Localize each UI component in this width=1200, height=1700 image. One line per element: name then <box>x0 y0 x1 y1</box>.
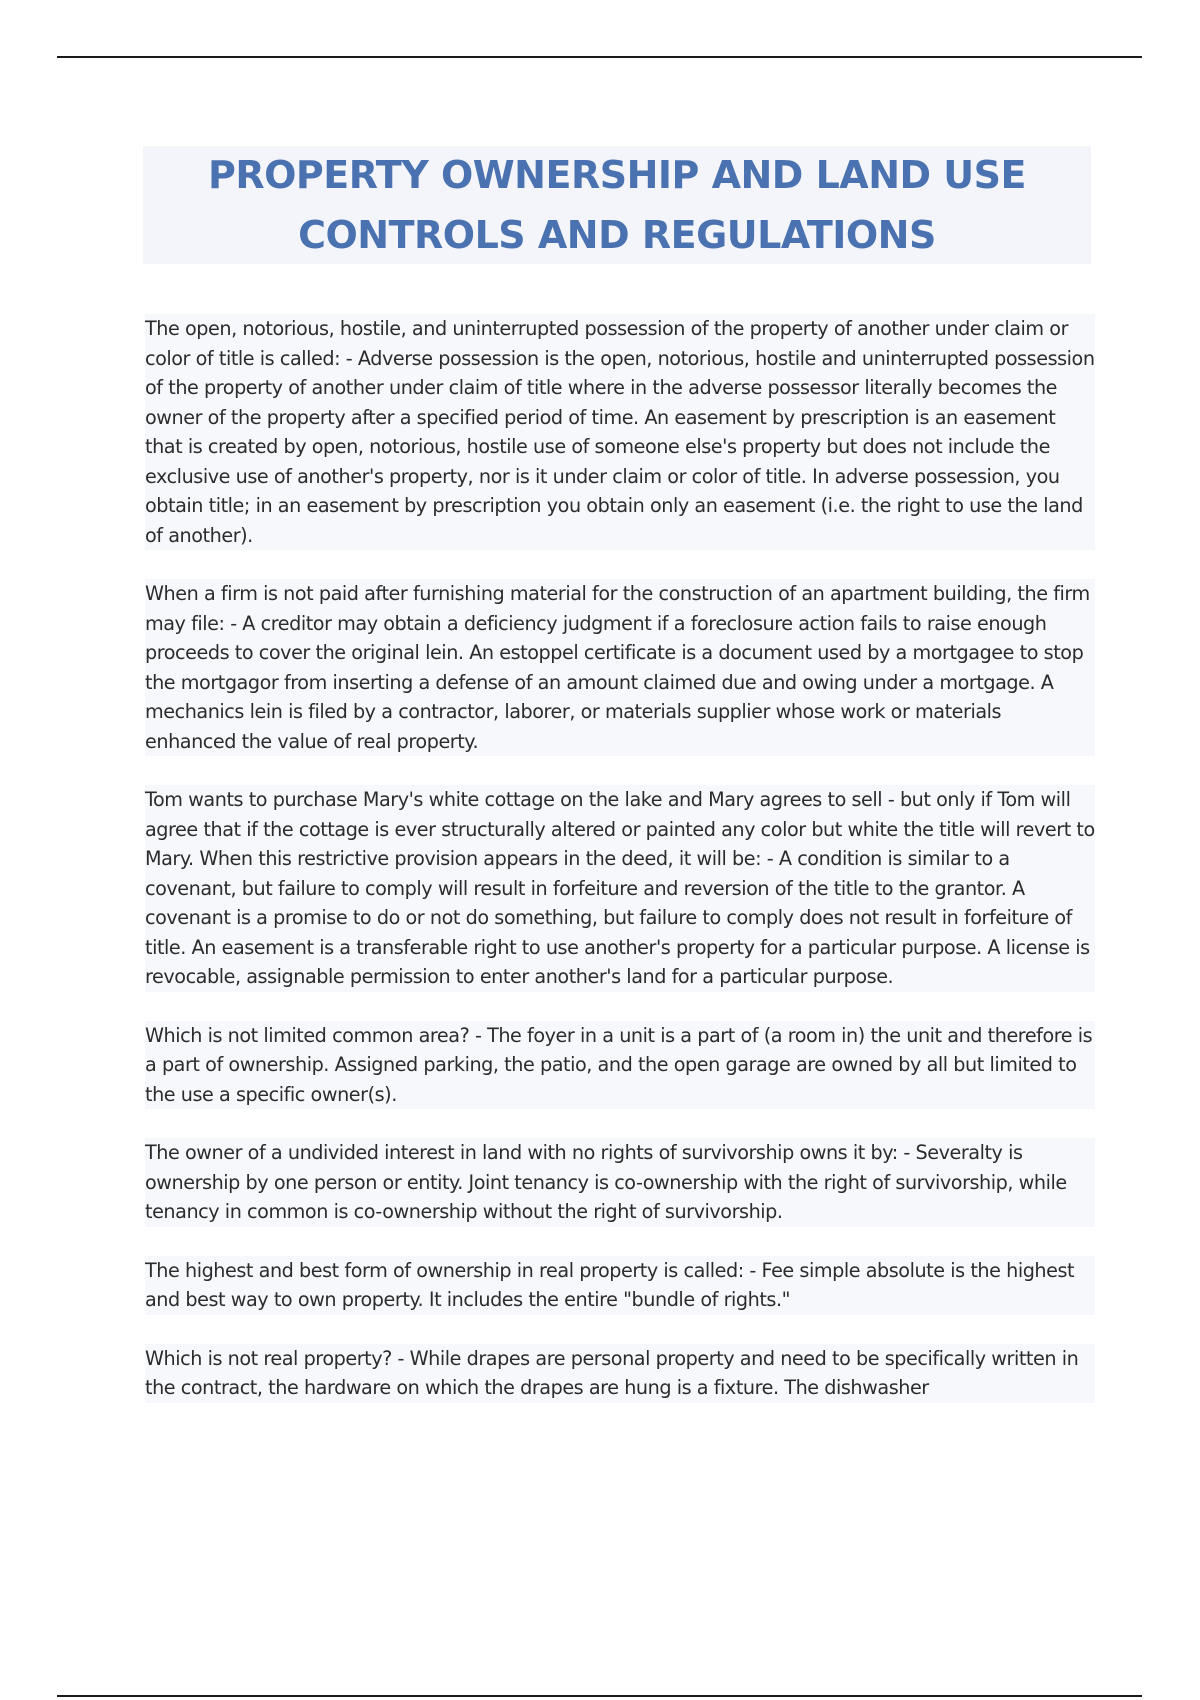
footer-rule <box>57 1695 1142 1697</box>
paragraph-mechanics-lien: When a firm is not paid after furnishing material for the construction of an apartment building, the firm may file: - A creditor may obtain a deficiency judgment if a foreclosure action fails to raise enough proceeds to cover the original lein. An estoppel certificate is a document used by a mortgagee to stop the mortgagor from inserting a defense of an amount claimed due and owing under a mortgage. A mechanics lein is filed by a contractor, laborer, or materials supplier whose work or materials enhanced the value of real property. <box>145 579 1095 756</box>
title-banner <box>143 146 1091 264</box>
paragraph-adverse-possession: The open, notorious, hostile, and uninterrupted possession of the property of another under claim or color of title is called: - Adverse possession is the open, notorious, hostile and uninterrupted possession of the property of another under claim of title where in the adverse possessor literally becomes the owner of the property after a specified period of time. An easement by prescription is an easement that is created by open, notorious, hostile use of someone else's property but does not include the exclusive use of another's property, nor is it under claim or color of title. In adverse possession, you obtain title; in an easement by prescription you obtain only an easement (i.e. the right to use the land of another). <box>145 314 1095 550</box>
paragraph-limited-common-area: Which is not limited common area? - The foyer in a unit is a part of (a room in) the unit and therefore is a part of ownership. Assigned parking, the patio, and the open garage are owned by all but limited to the use a specific owner(s). <box>145 1021 1095 1110</box>
document-body <box>145 314 1095 1432</box>
document-title <box>208 145 1026 265</box>
paragraph-condition-deed: Tom wants to purchase Mary's white cottage on the lake and Mary agrees to sell - but only if Tom will agree that if the cottage is ever structurally altered or painted any color but white the title will revert to Mary. When this restrictive provision appears in the deed, it will be: - A condition is similar to a covenant, but failure to comply will result in forfeiture and reversion of the title to the grantor. A covenant is a promise to do or not do something, but failure to comply does not result in forfeiture of title. An easement is a transferable right to use another's property for a particular purpose. A license is revocable, assignable permission to enter another's land for a particular purpose. <box>145 785 1095 992</box>
title-line-1: PROPERTY OWNERSHIP AND LAND USE <box>208 153 1026 197</box>
paragraph-severalty: The owner of a undivided interest in land with no rights of survivorship owns it by: - Severalty is ownership by one person or entity. Joint tenancy is co-ownership with the right of survivorship, while tenancy in common is co-ownership without the right of survivorship. <box>145 1138 1095 1227</box>
title-line-2: CONTROLS AND REGULATIONS <box>298 213 936 257</box>
paragraph-real-property: Which is not real property? - While drapes are personal property and need to be specifically written in the contract, the hardware on which the drapes are hung is a fixture. The dishwasher <box>145 1344 1095 1403</box>
header-rule <box>57 56 1142 58</box>
paragraph-fee-simple: The highest and best form of ownership in real property is called: - Fee simple absolute is the highest and best way to own property. It includes the entire "bundle of rights." <box>145 1256 1095 1315</box>
